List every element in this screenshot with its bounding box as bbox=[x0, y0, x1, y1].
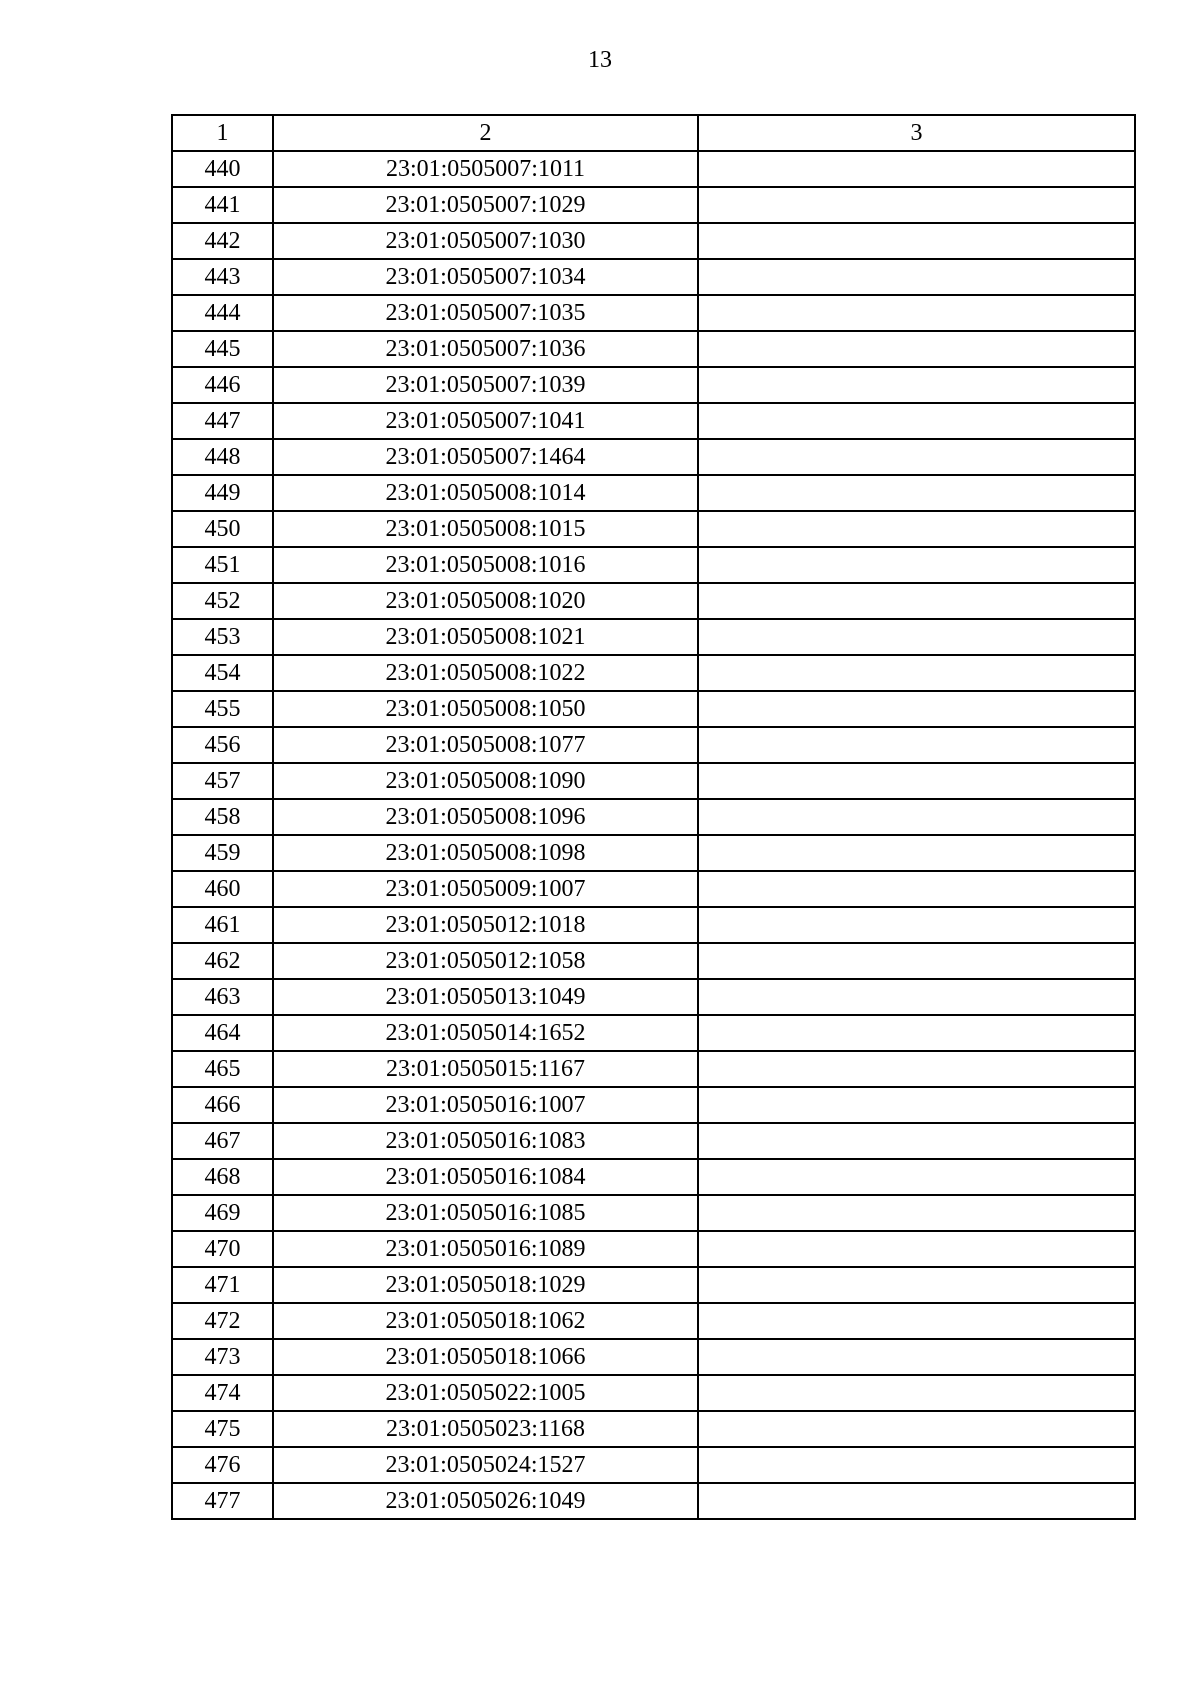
row-number-cell: 462 bbox=[172, 943, 273, 979]
table-row bbox=[172, 943, 1135, 979]
row-number-cell: 476 bbox=[172, 1447, 273, 1483]
row-number-cell: 444 bbox=[172, 295, 273, 331]
table-row bbox=[172, 1087, 1135, 1123]
row-number-cell: 464 bbox=[172, 1015, 273, 1051]
table-row bbox=[172, 367, 1135, 403]
table-row bbox=[172, 403, 1135, 439]
cadastral-number-cell: 23:01:0505024:1527 bbox=[273, 1447, 698, 1483]
note-cell bbox=[698, 619, 1135, 655]
cadastral-number-cell: 23:01:0505008:1015 bbox=[273, 511, 698, 547]
cadastral-number-cell: 23:01:0505016:1089 bbox=[273, 1231, 698, 1267]
note-cell bbox=[698, 979, 1135, 1015]
cadastral-number-cell: 23:01:0505008:1022 bbox=[273, 655, 698, 691]
cadastral-number-cell: 23:01:0505018:1029 bbox=[273, 1267, 698, 1303]
row-number-cell: 442 bbox=[172, 223, 273, 259]
note-cell bbox=[698, 1303, 1135, 1339]
cadastral-number-cell: 23:01:0505008:1077 bbox=[273, 727, 698, 763]
note-cell bbox=[698, 1051, 1135, 1087]
note-cell bbox=[698, 691, 1135, 727]
note-cell bbox=[698, 1087, 1135, 1123]
cadastral-number-cell: 23:01:0505013:1049 bbox=[273, 979, 698, 1015]
cadastral-number-cell: 23:01:0505007:1041 bbox=[273, 403, 698, 439]
note-cell bbox=[698, 871, 1135, 907]
row-number-cell: 473 bbox=[172, 1339, 273, 1375]
cadastral-number-cell: 23:01:0505022:1005 bbox=[273, 1375, 698, 1411]
note-cell bbox=[698, 835, 1135, 871]
table-row bbox=[172, 1375, 1135, 1411]
row-number-cell: 467 bbox=[172, 1123, 273, 1159]
table-row bbox=[172, 187, 1135, 223]
table-row bbox=[172, 1123, 1135, 1159]
row-number-cell: 451 bbox=[172, 547, 273, 583]
table-row bbox=[172, 295, 1135, 331]
note-cell bbox=[698, 547, 1135, 583]
cadastral-number-cell: 23:01:0505012:1018 bbox=[273, 907, 698, 943]
note-cell bbox=[698, 907, 1135, 943]
row-number-cell: 460 bbox=[172, 871, 273, 907]
cadastral-number-cell: 23:01:0505018:1062 bbox=[273, 1303, 698, 1339]
cadastral-number-cell: 23:01:0505008:1016 bbox=[273, 547, 698, 583]
row-number-cell: 472 bbox=[172, 1303, 273, 1339]
table-row bbox=[172, 1411, 1135, 1447]
row-number-cell: 456 bbox=[172, 727, 273, 763]
note-cell bbox=[698, 331, 1135, 367]
note-cell bbox=[698, 1267, 1135, 1303]
note-cell bbox=[698, 943, 1135, 979]
cadastral-number-cell: 23:01:0505023:1168 bbox=[273, 1411, 698, 1447]
table-row bbox=[172, 1303, 1135, 1339]
cadastral-number-cell: 23:01:0505007:1030 bbox=[273, 223, 698, 259]
note-cell bbox=[698, 1231, 1135, 1267]
note-cell bbox=[698, 763, 1135, 799]
row-number-cell: 459 bbox=[172, 835, 273, 871]
note-cell bbox=[698, 1339, 1135, 1375]
row-number-cell: 470 bbox=[172, 1231, 273, 1267]
row-number-cell: 468 bbox=[172, 1159, 273, 1195]
row-number-cell: 440 bbox=[172, 151, 273, 187]
table-row bbox=[172, 1267, 1135, 1303]
table-row bbox=[172, 331, 1135, 367]
row-number-cell: 455 bbox=[172, 691, 273, 727]
table-row bbox=[172, 835, 1135, 871]
cadastral-number-cell: 23:01:0505016:1083 bbox=[273, 1123, 698, 1159]
cadastral-number-cell: 23:01:0505008:1096 bbox=[273, 799, 698, 835]
row-number-cell: 447 bbox=[172, 403, 273, 439]
table-row bbox=[172, 223, 1135, 259]
cadastral-number-cell: 23:01:0505012:1058 bbox=[273, 943, 698, 979]
row-number-cell: 461 bbox=[172, 907, 273, 943]
cadastral-number-cell: 23:01:0505015:1167 bbox=[273, 1051, 698, 1087]
note-cell bbox=[698, 1195, 1135, 1231]
table-row bbox=[172, 1195, 1135, 1231]
cadastral-number-cell: 23:01:0505008:1021 bbox=[273, 619, 698, 655]
row-number-cell: 475 bbox=[172, 1411, 273, 1447]
note-cell bbox=[698, 727, 1135, 763]
row-number-cell: 446 bbox=[172, 367, 273, 403]
row-number-cell: 474 bbox=[172, 1375, 273, 1411]
table-row bbox=[172, 763, 1135, 799]
cadastral-number-cell: 23:01:0505007:1011 bbox=[273, 151, 698, 187]
note-cell bbox=[698, 403, 1135, 439]
note-cell bbox=[698, 439, 1135, 475]
column-header-3: 3 bbox=[698, 115, 1135, 151]
note-cell bbox=[698, 655, 1135, 691]
row-number-cell: 441 bbox=[172, 187, 273, 223]
cadastral-number-cell: 23:01:0505008:1090 bbox=[273, 763, 698, 799]
table-row bbox=[172, 1159, 1135, 1195]
table-row bbox=[172, 1483, 1135, 1519]
note-cell bbox=[698, 1123, 1135, 1159]
cadastral-number-cell: 23:01:0505026:1049 bbox=[273, 1483, 698, 1519]
cadastral-number-cell: 23:01:0505009:1007 bbox=[273, 871, 698, 907]
row-number-cell: 458 bbox=[172, 799, 273, 835]
row-number-cell: 477 bbox=[172, 1483, 273, 1519]
table-row bbox=[172, 259, 1135, 295]
note-cell bbox=[698, 259, 1135, 295]
table-row bbox=[172, 655, 1135, 691]
cadastral-number-cell: 23:01:0505008:1014 bbox=[273, 475, 698, 511]
note-cell bbox=[698, 1447, 1135, 1483]
row-number-cell: 457 bbox=[172, 763, 273, 799]
row-number-cell: 466 bbox=[172, 1087, 273, 1123]
note-cell bbox=[698, 475, 1135, 511]
note-cell bbox=[698, 187, 1135, 223]
note-cell bbox=[698, 295, 1135, 331]
row-number-cell: 465 bbox=[172, 1051, 273, 1087]
cadastral-number-cell: 23:01:0505007:1034 bbox=[273, 259, 698, 295]
table-row bbox=[172, 907, 1135, 943]
note-cell bbox=[698, 151, 1135, 187]
cadastral-number-cell: 23:01:0505007:1039 bbox=[273, 367, 698, 403]
note-cell bbox=[698, 799, 1135, 835]
table-row bbox=[172, 1447, 1135, 1483]
cadastral-number-cell: 23:01:0505008:1050 bbox=[273, 691, 698, 727]
row-number-cell: 469 bbox=[172, 1195, 273, 1231]
table-row bbox=[172, 511, 1135, 547]
cadastral-table bbox=[171, 114, 1136, 1520]
cadastral-number-cell: 23:01:0505014:1652 bbox=[273, 1015, 698, 1051]
note-cell bbox=[698, 511, 1135, 547]
table-row bbox=[172, 871, 1135, 907]
table-row bbox=[172, 727, 1135, 763]
table-row bbox=[172, 979, 1135, 1015]
cadastral-number-cell: 23:01:0505007:1029 bbox=[273, 187, 698, 223]
column-header-2: 2 bbox=[273, 115, 698, 151]
note-cell bbox=[698, 1015, 1135, 1051]
table-row bbox=[172, 583, 1135, 619]
cadastral-number-cell: 23:01:0505016:1084 bbox=[273, 1159, 698, 1195]
row-number-cell: 448 bbox=[172, 439, 273, 475]
cadastral-number-cell: 23:01:0505008:1020 bbox=[273, 583, 698, 619]
row-number-cell: 463 bbox=[172, 979, 273, 1015]
row-number-cell: 452 bbox=[172, 583, 273, 619]
note-cell bbox=[698, 223, 1135, 259]
row-number-cell: 445 bbox=[172, 331, 273, 367]
cadastral-number-cell: 23:01:0505018:1066 bbox=[273, 1339, 698, 1375]
cadastral-number-cell: 23:01:0505007:1035 bbox=[273, 295, 698, 331]
table-row bbox=[172, 1015, 1135, 1051]
table-header-row bbox=[172, 115, 1135, 151]
row-number-cell: 450 bbox=[172, 511, 273, 547]
row-number-cell: 454 bbox=[172, 655, 273, 691]
column-header-1: 1 bbox=[172, 115, 273, 151]
note-cell bbox=[698, 583, 1135, 619]
table-row bbox=[172, 151, 1135, 187]
table-row bbox=[172, 799, 1135, 835]
table-body bbox=[172, 151, 1135, 1519]
table-row bbox=[172, 547, 1135, 583]
note-cell bbox=[698, 367, 1135, 403]
cadastral-number-cell: 23:01:0505007:1464 bbox=[273, 439, 698, 475]
note-cell bbox=[698, 1411, 1135, 1447]
row-number-cell: 449 bbox=[172, 475, 273, 511]
note-cell bbox=[698, 1375, 1135, 1411]
table-row bbox=[172, 691, 1135, 727]
cadastral-number-cell: 23:01:0505008:1098 bbox=[273, 835, 698, 871]
row-number-cell: 443 bbox=[172, 259, 273, 295]
table-row bbox=[172, 619, 1135, 655]
table-row bbox=[172, 475, 1135, 511]
table-row bbox=[172, 1339, 1135, 1375]
cadastral-number-cell: 23:01:0505016:1085 bbox=[273, 1195, 698, 1231]
table-row bbox=[172, 1231, 1135, 1267]
table-row bbox=[172, 1051, 1135, 1087]
page-number: 13 bbox=[588, 47, 612, 73]
note-cell bbox=[698, 1159, 1135, 1195]
cadastral-number-cell: 23:01:0505016:1007 bbox=[273, 1087, 698, 1123]
cadastral-number-cell: 23:01:0505007:1036 bbox=[273, 331, 698, 367]
note-cell bbox=[698, 1483, 1135, 1519]
row-number-cell: 453 bbox=[172, 619, 273, 655]
row-number-cell: 471 bbox=[172, 1267, 273, 1303]
table-row bbox=[172, 439, 1135, 475]
